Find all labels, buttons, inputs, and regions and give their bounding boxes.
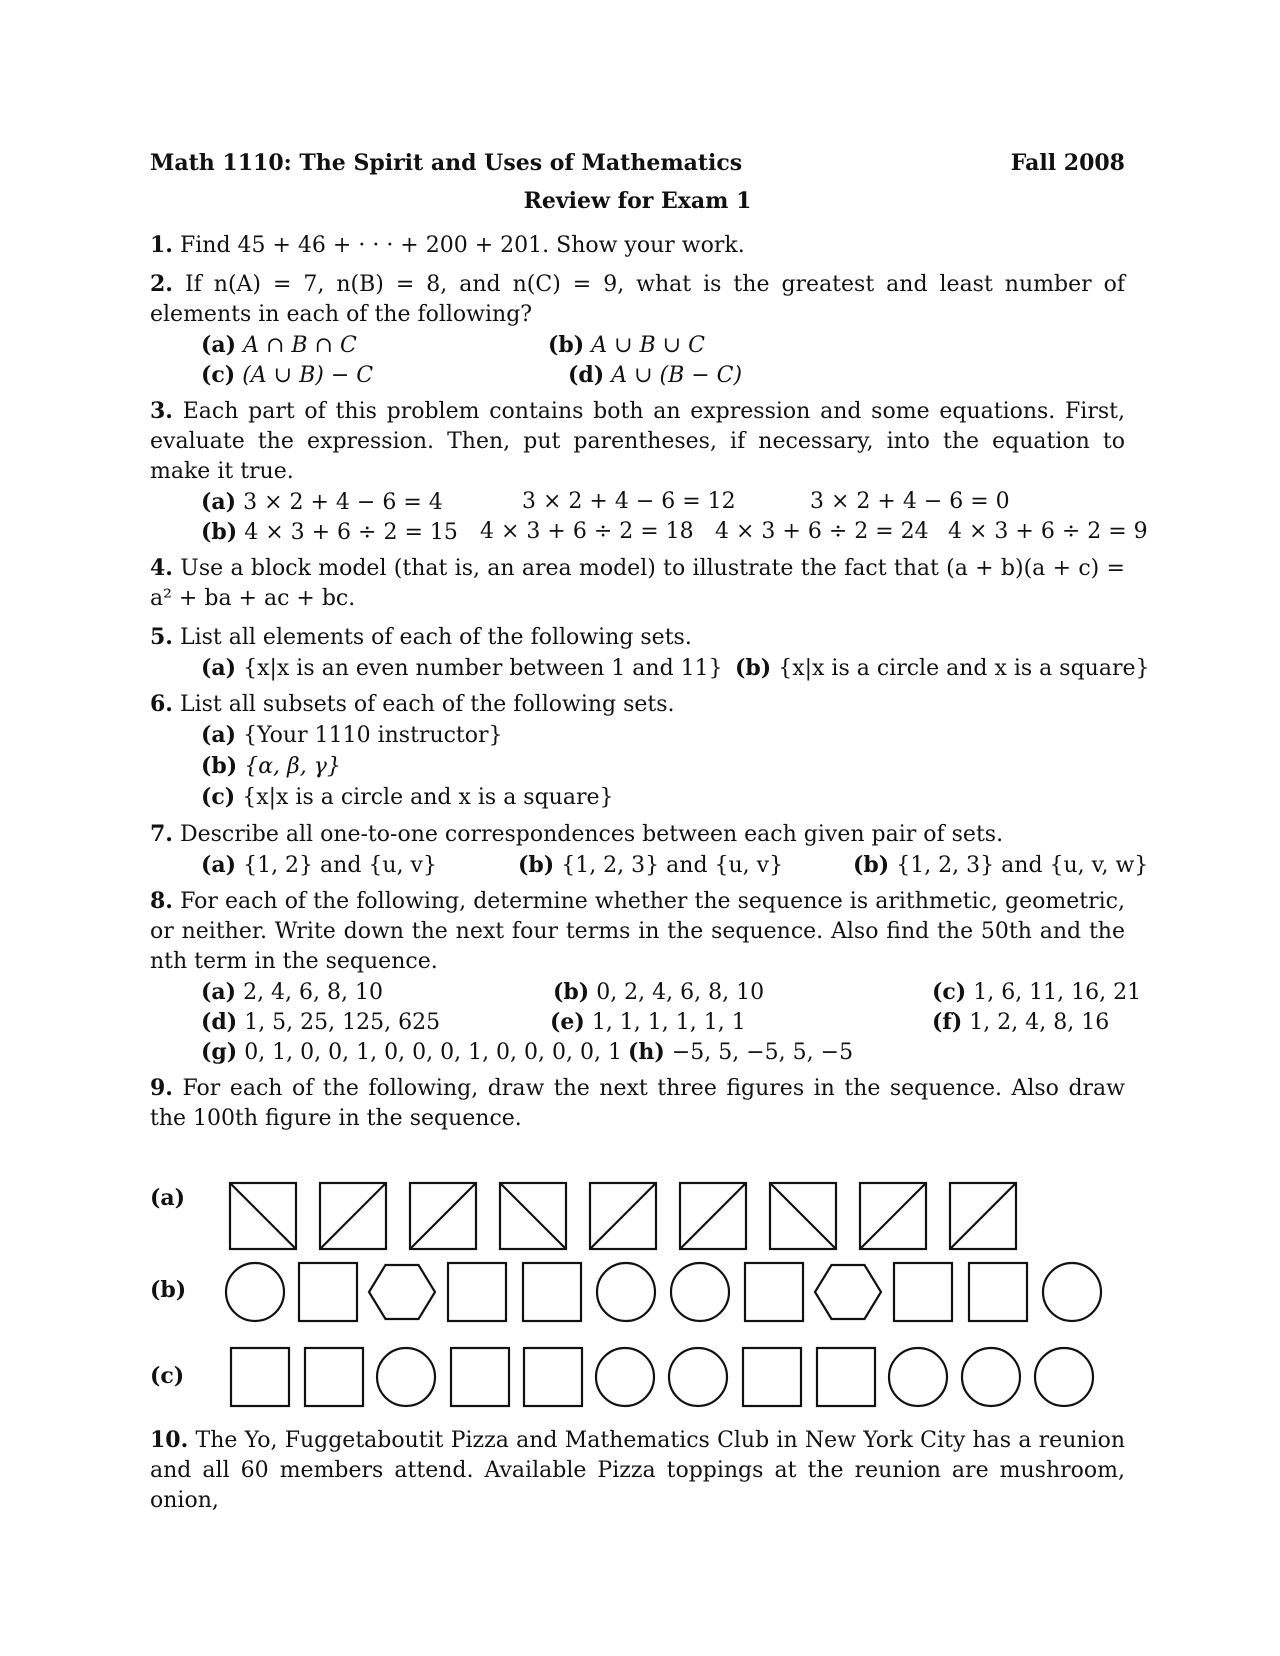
question-prompt: [150, 819, 1125, 850]
part-d: [201, 1007, 440, 1038]
part-label: (b): [201, 753, 238, 779]
figure-hexagon: [815, 1265, 881, 1319]
figure-square: [894, 1263, 952, 1321]
part-text: A ∩ B ∩ C: [243, 333, 357, 358]
figure-circle: [889, 1348, 947, 1406]
part-f: [932, 1007, 1109, 1038]
part-a: [201, 977, 383, 1008]
equation: 3 × 2 + 4 − 6 = 0: [810, 489, 1010, 514]
figure-square-slash: [590, 1183, 656, 1249]
question-number: 7.: [150, 821, 173, 847]
part-label: (c): [932, 979, 967, 1005]
part-label: (c): [201, 784, 236, 810]
figure-square: [524, 1348, 582, 1406]
part-text: 0, 2, 4, 6, 8, 10: [596, 980, 765, 1005]
part-a: [150, 720, 1125, 751]
part-c: [201, 360, 373, 391]
question-4: [150, 553, 1125, 614]
part-c: [150, 782, 1125, 813]
part-b: [553, 977, 764, 1008]
figure-square: [231, 1348, 289, 1406]
part-text: {Your 1110 instructor}: [243, 723, 503, 748]
page-header: [150, 148, 1125, 186]
question-text: List all subsets of each of the following sets.: [179, 692, 675, 717]
equation: 4 × 3 + 6 ÷ 2 = 9: [948, 519, 1148, 544]
part-label: (b): [553, 979, 590, 1005]
exam-page: [150, 148, 1150, 1142]
figure-square-slash: [950, 1183, 1016, 1249]
parts-row: [150, 360, 1125, 390]
page-subtitle: Review for Exam 1: [523, 188, 752, 214]
part-d: [568, 360, 742, 391]
question-number: 5.: [150, 624, 173, 650]
part-text: {x|x is an even number between 1 and 11}: [243, 656, 723, 681]
part-g: [201, 1037, 622, 1068]
part-label: (d): [201, 1009, 238, 1035]
part-text: {1, 2} and {u, v}: [243, 853, 437, 878]
question-text: The Yo, Fuggetaboutit Pizza and Mathematics Club in New York City has a reunion and all 60 members attend. Available Pizza toppings at the reunion are mushroom, onion,: [150, 1428, 1125, 1513]
part-label: (a): [201, 852, 237, 878]
part-label: (b): [201, 519, 238, 545]
figure-square: [299, 1263, 357, 1321]
part-text: {x|x is a circle and x is a square}: [778, 656, 1150, 681]
part-text: {1, 2, 3} and {u, v, w}: [896, 853, 1149, 878]
part-a: [201, 850, 437, 881]
equation: 3 × 2 + 4 − 6 = 12: [522, 489, 736, 514]
part-text: A ∪ B ∪ C: [591, 333, 705, 358]
equation: 4 × 3 + 6 ÷ 2 = 18: [480, 519, 694, 544]
figure-square: [451, 1348, 509, 1406]
part-text: 1, 6, 11, 16, 21: [973, 980, 1142, 1005]
question-text: Use a block model (that is, an area model) to illustrate the fact that (a + b)(a + c) = a² + ba + ac + bc.: [150, 556, 1125, 611]
part-label: (b): [518, 852, 555, 878]
part-text: 0, 1, 0, 0, 1, 0, 0, 0, 1, 0, 0, 0, 0, 1: [244, 1040, 622, 1065]
part-text: 1, 2, 4, 8, 16: [969, 1010, 1110, 1035]
question-prompt: [150, 622, 1125, 653]
parts-row: [150, 1037, 1125, 1067]
parts-row: [150, 850, 1149, 880]
part-text: 1, 1, 1, 1, 1, 1: [591, 1010, 746, 1035]
parts-row: [150, 1007, 1125, 1037]
sequence-a-label: (a): [150, 1185, 186, 1211]
figure-square-backslash: [500, 1183, 566, 1249]
part-text: (A ∪ B) − C: [242, 363, 374, 388]
parts-row: [150, 977, 1142, 1007]
parts-row: [150, 487, 1125, 517]
figure-square-slash: [410, 1183, 476, 1249]
figure-circle: [226, 1263, 284, 1321]
figure-circle: [669, 1348, 727, 1406]
figure-circle: [596, 1348, 654, 1406]
question-text: Describe all one-to-one correspondences between each given pair of sets.: [179, 822, 1004, 847]
question-prompt: [150, 269, 1125, 330]
figure-square: [523, 1263, 581, 1321]
parts-row: [150, 330, 1125, 360]
course-title: Math 1110: The Spirit and Uses of Mathematics: [150, 150, 743, 176]
part-a: [201, 330, 357, 361]
parts-row: [150, 517, 1148, 547]
part-text: A ∪ (B − C): [611, 363, 743, 388]
part-label: (a): [201, 655, 237, 681]
figure-circle: [1035, 1348, 1093, 1406]
question-text: For each of the following, draw the next three figures in the sequence. Also draw the 100th figure in the sequence.: [150, 1076, 1125, 1131]
question-number: 3.: [150, 398, 173, 424]
question-prompt: [150, 689, 1125, 720]
figure-circle: [597, 1263, 655, 1321]
figure-square: [305, 1348, 363, 1406]
question-text: Find 45 + 46 + · · · + 200 + 201. Show your work.: [179, 233, 745, 258]
question-number: 1.: [150, 232, 173, 258]
part-label: (d): [568, 362, 605, 388]
figure-circle: [377, 1348, 435, 1406]
part-text: {α, β, γ}: [244, 754, 341, 779]
figure-square: [448, 1263, 506, 1321]
part-label: (e): [550, 1009, 585, 1035]
part-label: (b): [548, 332, 585, 358]
figure-square: [745, 1263, 803, 1321]
question-3: [150, 396, 1148, 547]
question-10: [150, 1425, 1125, 1516]
figure-square-slash: [860, 1183, 926, 1249]
figure-square-slash: [320, 1183, 386, 1249]
figure-square: [743, 1348, 801, 1406]
part-label: (c): [201, 362, 236, 388]
part-h: [628, 1037, 853, 1068]
question-text: For each of the following, determine whether the sequence is arithmetic, geometric, or neither. Write down the next four terms in the sequence. Also find the 50th and the nth term in the sequence.: [150, 889, 1125, 974]
question-number: 9.: [150, 1075, 173, 1101]
question-5: [150, 622, 1150, 683]
question-text: If n(A) = 7, n(B) = 8, and n(C) = 9, what is the greatest and least number of elements in each of the following?: [150, 272, 1125, 327]
part-label: (g): [201, 1039, 238, 1065]
part-label: (a): [201, 722, 237, 748]
part-b: [548, 330, 705, 361]
question-7: [150, 819, 1149, 880]
term: Fall 2008: [1010, 150, 1125, 176]
sequence-c-label: (c): [150, 1363, 185, 1389]
figure-square: [817, 1348, 875, 1406]
question-8: [150, 886, 1142, 1067]
figure-circle: [962, 1348, 1020, 1406]
figure-square-backslash: [230, 1183, 296, 1249]
figure-square-slash: [680, 1183, 746, 1249]
question-text: Each part of this problem contains both an expression and some equations. First, evaluate the expression. Then, put parentheses, if necessary, into the equation to make it true.: [150, 399, 1125, 484]
part-text: 2, 4, 6, 8, 10: [243, 980, 384, 1005]
question-number: 2.: [150, 271, 173, 297]
question-text: List all elements of each of the following sets.: [179, 625, 692, 650]
part-text: {1, 2, 3} and {u, v}: [561, 853, 784, 878]
part-text: 1, 5, 25, 125, 625: [244, 1010, 441, 1035]
figure-hexagon: [369, 1265, 435, 1319]
part-e: [550, 1007, 746, 1038]
equation: 4 × 3 + 6 ÷ 2 = 24: [715, 519, 929, 544]
part-text: −5, 5, −5, 5, −5: [671, 1040, 854, 1065]
part-label: (a): [201, 489, 237, 515]
question-6: [150, 689, 1125, 813]
sequence-b-label: (b): [150, 1277, 187, 1303]
figures-canvas: [150, 1165, 1150, 1435]
equation: 3 × 2 + 4 − 6 = 4: [243, 490, 443, 515]
part-b: [150, 751, 1125, 782]
question-number: 4.: [150, 555, 173, 581]
question-prompt: [150, 396, 1125, 487]
question-number: 8.: [150, 888, 173, 914]
part-b: [201, 517, 458, 548]
figure-circle: [1043, 1263, 1101, 1321]
question-number: 10.: [150, 1427, 189, 1453]
figure-circle: [671, 1263, 729, 1321]
question-prompt: [150, 886, 1125, 977]
equation: 4 × 3 + 6 ÷ 2 = 15: [244, 520, 458, 545]
part-label: (b): [735, 655, 772, 681]
part-text: {x|x is a circle and x is a square}: [242, 785, 614, 810]
part-a: [201, 487, 443, 518]
question-2: [150, 269, 1125, 390]
part-label: (f): [932, 1009, 963, 1035]
figure-square-backslash: [770, 1183, 836, 1249]
part-label: (h): [628, 1039, 665, 1065]
part-label: (b): [853, 852, 890, 878]
parts-row: [150, 653, 1150, 683]
question-1: [150, 230, 1125, 261]
part-a: [201, 653, 723, 684]
figure-square: [969, 1263, 1027, 1321]
question-9: [150, 1073, 1125, 1134]
part-label: (a): [201, 979, 237, 1005]
part-c: [932, 977, 1141, 1008]
question-number: 6.: [150, 691, 173, 717]
part-c: [853, 850, 1148, 881]
part-b: [518, 850, 783, 881]
part-b: [735, 653, 1149, 684]
part-label: (a): [201, 332, 237, 358]
